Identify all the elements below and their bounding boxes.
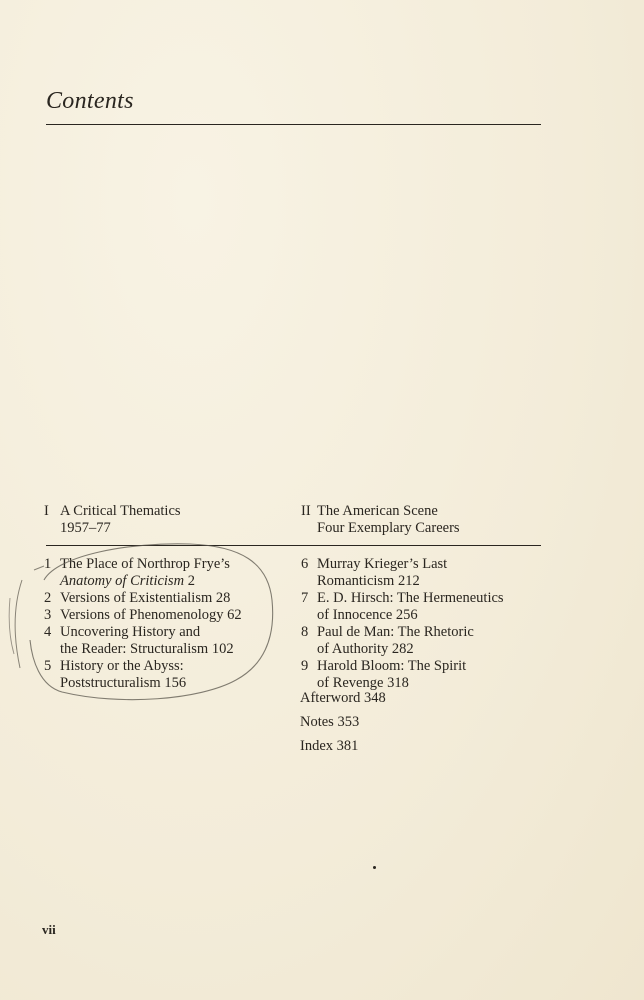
chapter-number: 3	[44, 607, 52, 623]
chapter-page: 212	[397, 573, 420, 589]
chapter-number: 5	[44, 658, 52, 674]
chapter-page: 156	[164, 675, 187, 691]
part-two-subtitle: Four Exemplary Careers	[317, 520, 460, 536]
chapter-title-cont: Poststructuralism	[60, 675, 161, 691]
part-two-title: The American Scene	[317, 503, 438, 519]
chapter-page: 28	[215, 590, 231, 606]
part-one-title: A Critical Thematics	[60, 503, 181, 519]
back-matter-label: Index	[300, 738, 334, 754]
chapter-entry-9	[301, 658, 546, 692]
parts-rule	[46, 545, 541, 546]
part-two-chapters	[301, 556, 546, 692]
part-one-chapters	[44, 556, 294, 692]
chapter-title-cont: of Revenge	[317, 675, 384, 691]
chapter-title-cont: Romanticism	[317, 573, 395, 589]
back-matter-label: Afterword	[300, 690, 361, 706]
chapter-title: E. D. Hirsch: The Hermeneutics	[317, 590, 504, 606]
chapter-title: Paul de Man: The Rhetoric	[317, 624, 474, 640]
back-matter-page: 381	[336, 738, 359, 754]
chapter-title-cont: the Reader: Structuralism	[60, 641, 209, 657]
chapter-page: 318	[387, 675, 409, 691]
chapter-number: 4	[44, 624, 52, 640]
part-two-heading	[301, 503, 460, 537]
back-matter-label: Notes	[300, 714, 334, 730]
chapter-page: 62	[227, 607, 242, 623]
chapter-entry-8	[301, 624, 546, 658]
chapter-title: Versions of Existentialism	[60, 590, 213, 606]
back-matter-index	[300, 738, 358, 755]
chapter-page: 282	[391, 641, 414, 657]
chapter-title-cont: of Authority	[317, 641, 389, 657]
chapter-number: 1	[44, 556, 52, 572]
chapter-entry-2	[44, 590, 294, 607]
back-matter-notes	[300, 714, 359, 731]
chapter-title: Harold Bloom: The Spirit	[317, 658, 467, 674]
ink-speck	[373, 866, 376, 869]
back-matter-page: 348	[364, 690, 386, 706]
chapter-title: Uncovering History and	[60, 624, 201, 640]
chapter-title: History or the Abyss:	[60, 658, 184, 674]
chapter-title-italic: Anatomy of Criticism	[60, 573, 185, 589]
chapter-number: 9	[301, 658, 309, 674]
chapter-entry-1	[44, 556, 294, 590]
chapter-page: 2	[187, 573, 195, 589]
chapter-title: Versions of Phenomenology	[60, 607, 224, 623]
title-rule	[46, 124, 541, 125]
chapter-entry-3	[44, 607, 294, 624]
part-one-numeral: I	[44, 503, 49, 519]
chapter-number: 7	[301, 590, 309, 606]
back-matter-afterword	[300, 690, 386, 707]
chapter-page: 256	[395, 607, 418, 623]
back-matter-page: 353	[337, 714, 360, 730]
chapter-number: 2	[44, 590, 52, 606]
page-title: Contents	[46, 88, 134, 114]
chapter-number: 8	[301, 624, 309, 640]
chapter-entry-4	[44, 624, 294, 658]
chapter-number: 6	[301, 556, 309, 572]
part-one-heading	[44, 503, 181, 537]
part-two-numeral: II	[301, 503, 311, 519]
chapter-entry-7	[301, 590, 546, 624]
chapter-entry-6	[301, 556, 546, 590]
chapter-title: Murray Krieger’s Last	[317, 556, 448, 572]
chapter-page: 102	[211, 641, 234, 657]
chapter-title-cont: of Innocence	[317, 607, 393, 623]
page-folio: vii	[42, 922, 56, 937]
chapter-entry-5	[44, 658, 294, 692]
part-one-subtitle: 1957–77	[60, 520, 111, 536]
chapter-title: The Place of Northrop Frye’s	[60, 556, 230, 572]
